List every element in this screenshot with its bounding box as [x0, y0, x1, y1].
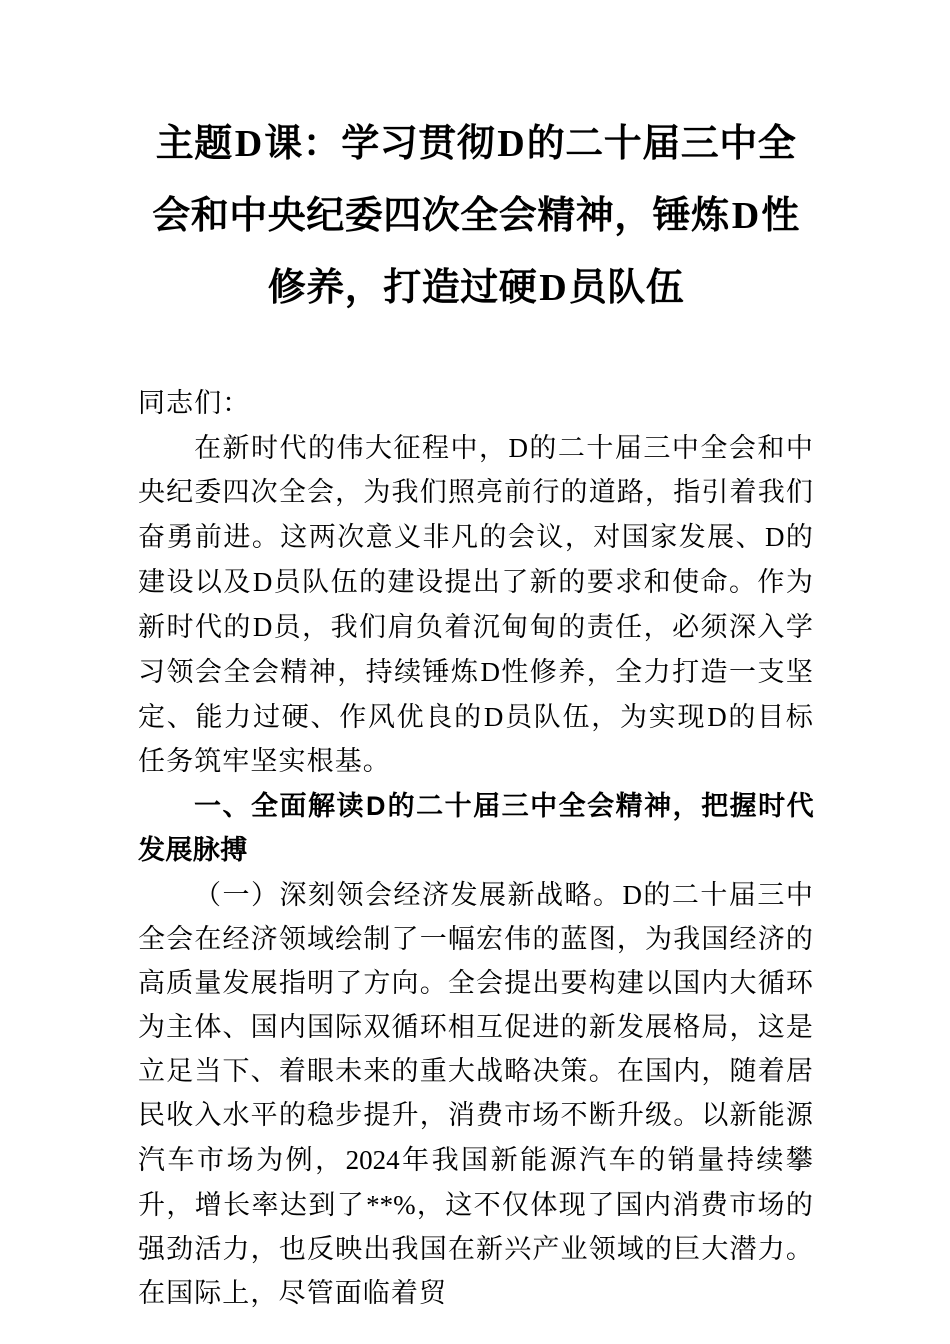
- latin-run: D: [731, 195, 760, 237]
- latin-run: D: [622, 880, 642, 910]
- latin-run: 2024: [345, 1145, 400, 1175]
- latin-run: D: [497, 123, 525, 165]
- latin-run: D: [508, 433, 528, 463]
- latin-run: D: [483, 702, 504, 732]
- latin-run: D: [480, 657, 500, 687]
- latin-run: D: [234, 123, 263, 165]
- latin-run: D: [707, 702, 727, 732]
- latin-run: D: [252, 612, 273, 642]
- section-heading-1: 一、全面解读D的二十届三中全会精神，把握时代发展脉搏: [138, 791, 814, 866]
- paragraph-subsection-1-1: （一）深刻领会经济发展新战略。D的二十届三中全会在经济领域绘制了一幅宏伟的蓝图，为我国经济的高质量发展指明了方向。全会提出要构建以国内大循环为主体、国内国际双循环相互促进的新发展格局，这是立足当下、着眼未来的重大战略决策。在国内，随着居民收入水平的稳步提升，消费市场不断升级。以新能源汽车市场为例，2024年我国新能源汽车的销量持续攀升，增长率达到了**%，这不仅体现了国内消费市场的强劲活力，也反映出我国在新兴产业领域的巨大潜力。在国际上，尽管面临着贸: [138, 880, 814, 1309]
- paragraph-opening: 在新时代的伟大征程中，D的二十届三中全会和中央纪委四次全会，为我们照亮前行的道路，指引着我们奋勇前进。这两次意义非凡的会议，对国家发展、D的建设以及D员队伍的建设提出了新的要求和使命。作为新时代的D员，我们肩负着沉甸甸的责任，必须深入学习领会全会精神，持续锤炼D性修养，全力打造一支坚定、能力过硬、作风优良的D员队伍，为实现D的目标任务筑牢坚实根基。: [138, 433, 814, 777]
- document-content: [138, 0, 814, 1316]
- latin-run: D: [252, 567, 273, 597]
- salutation: 同志们：: [138, 388, 251, 419]
- latin-run: D: [366, 791, 386, 821]
- latin-run: **%: [366, 1190, 416, 1220]
- latin-run: D: [539, 267, 567, 309]
- page-title: 主题D课：学习贯彻D的二十届三中全会和中央纪委四次全会精神，锤炼D性修养，打造过硬D员队伍: [152, 123, 800, 309]
- latin-run: D: [765, 522, 785, 552]
